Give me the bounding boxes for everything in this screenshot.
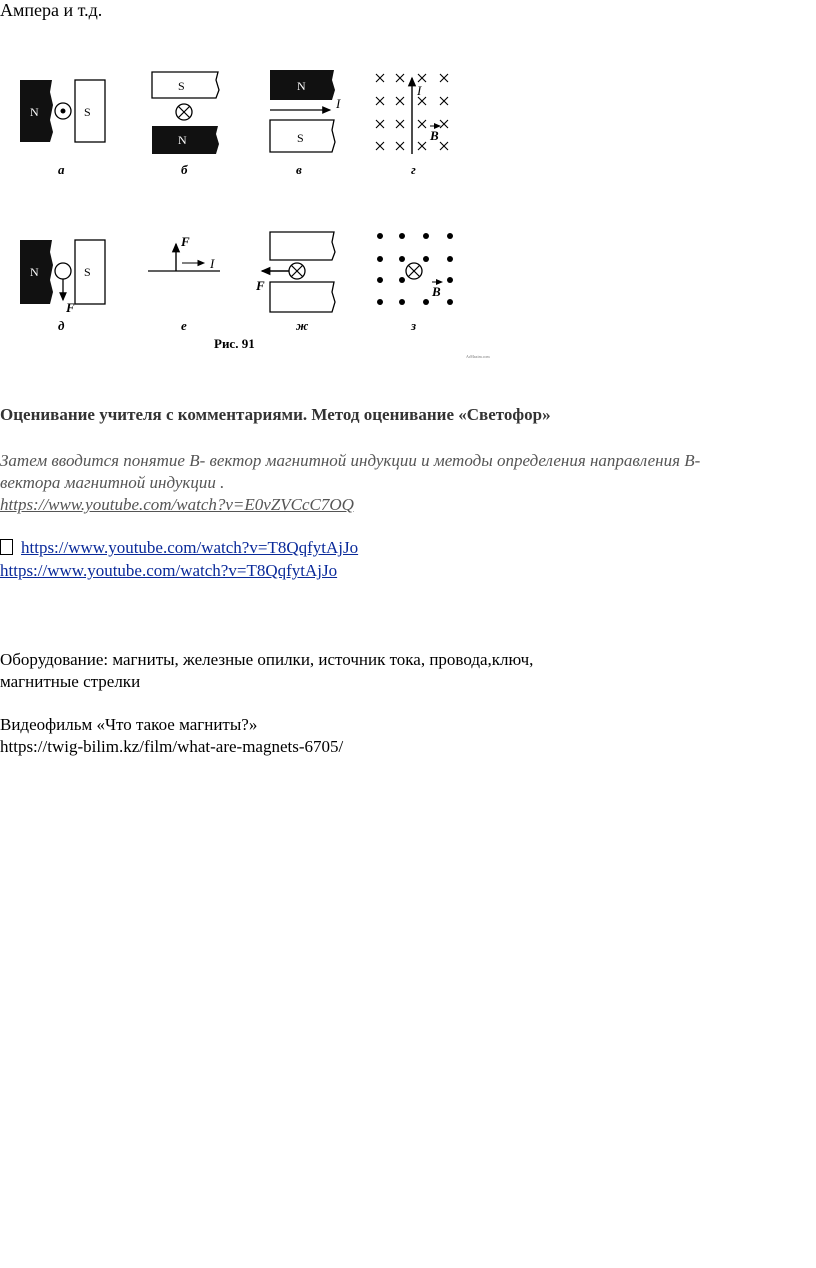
panel-a [20,80,105,177]
watermark: ArMaxim.com [466,354,490,359]
panel-f [148,234,220,333]
intro-line-2: вектора магнитной индукции . [0,473,225,492]
panel-e [20,240,105,333]
film-title: Видеофильм «Что такое магниты?» [0,715,258,734]
svg-text:B: B [432,284,441,299]
video-link-2[interactable]: https://www.youtube.com/watch?v=T8QqfytAjJo [21,538,359,557]
equipment-line-2: магнитные стрелки [0,672,141,691]
intro-line-1: Затем вводится понятие B- вектор магнитной индукции и методы определения направления В- [0,451,701,470]
pole-s-label: S [84,105,91,119]
bullet-glyph [0,539,13,555]
svg-text:B: B [430,128,439,143]
panel-b [152,72,219,177]
svg-text:N: N [178,133,187,147]
svg-text:N: N [30,265,39,279]
panel-h [377,233,453,305]
svg-text:F: F [256,278,265,293]
svg-text:S: S [84,265,91,279]
video-link-3[interactable]: https://www.youtube.com/watch?v=T8QqfytAjJo [0,561,338,580]
panel-label-c: в [296,162,302,177]
top-text: Ампера и т.д. [0,0,103,20]
film-url[interactable]: https://twig-bilim.kz/film/what-are-magnets-6705/ [0,737,344,756]
section-heading: Оценивание учителя с комментариями. Метод оценивание «Светофор» [0,405,551,424]
svg-text:S: S [178,79,185,93]
svg-text:I: I [210,256,215,271]
link-list-item [0,538,358,558]
panel-label-f: е [181,318,187,333]
equipment-line-1: Оборудование: магниты, железные опилки, источник тока, провода,ключ, [0,650,534,669]
panel-label-b: б [181,162,188,177]
panel-g [255,232,335,333]
svg-text:F: F [181,234,190,249]
magnetic-field-figure [0,60,500,365]
panel-label-h: з [411,318,417,333]
svg-text:N: N [297,79,306,93]
panel-label-g: ж [296,318,309,333]
video-link-1[interactable]: https://www.youtube.com/watch?v=E0vZVCcC7OQ [0,495,354,514]
svg-text:I: I [336,96,341,111]
panel-c [270,70,341,177]
panel-label-d: г [411,162,416,177]
svg-text:S: S [297,131,304,145]
svg-text:I: I [417,83,422,98]
panel-label-a: а [58,162,65,177]
svg-text:F: F [66,300,75,315]
pole-n-label: N [30,105,39,119]
figure-caption: Рис. 91 [214,336,255,351]
panel-label-e: д [58,318,65,333]
